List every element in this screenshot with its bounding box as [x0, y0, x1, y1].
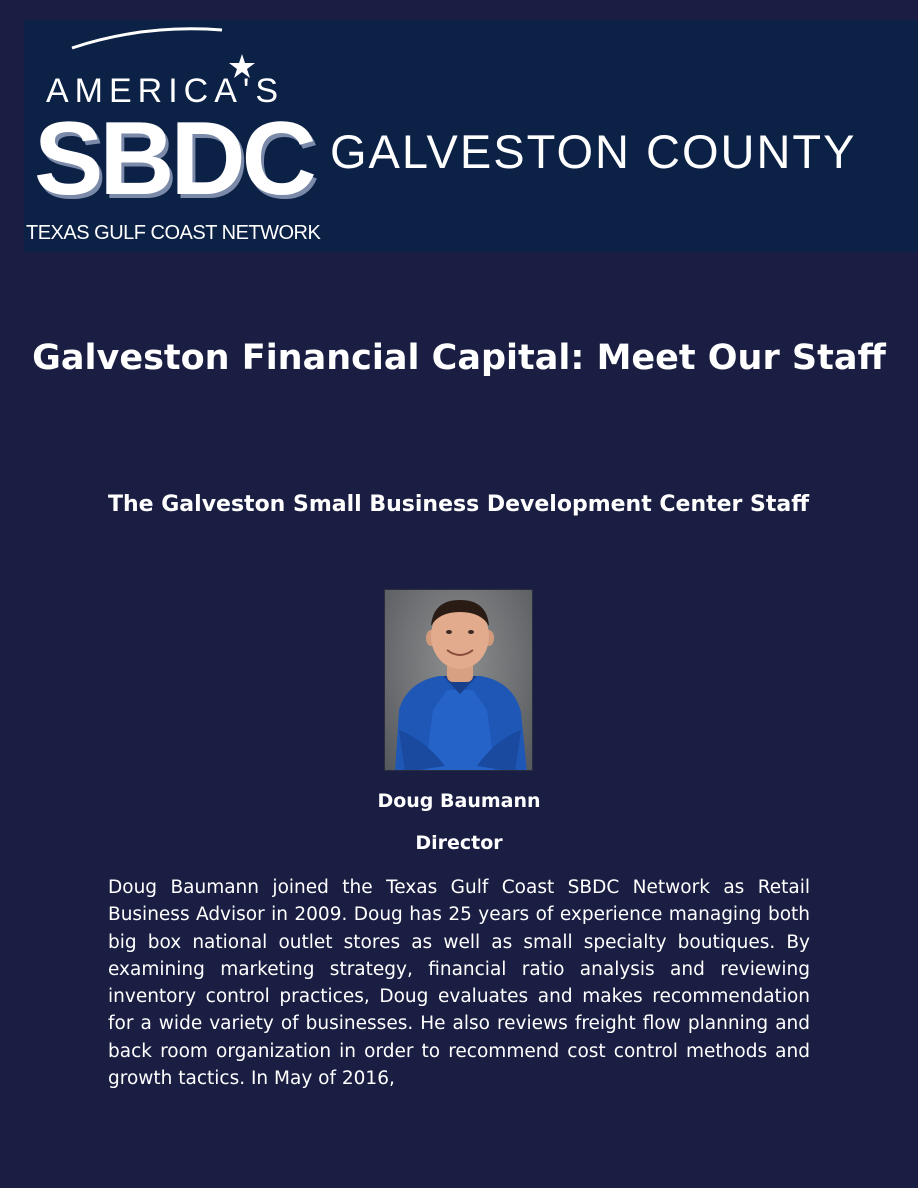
- logo-network-text: TEXAS GULF COAST NETWORK: [26, 222, 321, 244]
- header-banner: [24, 20, 918, 252]
- staff-bio: Doug Baumann joined the Texas Gulf Coast SBDC Network as Retail Business Advisor in 2009. Doug has 25 years of experience managing both big box national outlet stores as well as small specialty boutiques. By examining marketing strategy, financial ratio analysis and reviewing inventory control practices, Doug evaluates and makes recommendation for a wide variety of businesses. He also reviews freight flow planning and back room organization in order to recommend cost control methods and growth tactics. In May of 2016,: [108, 877, 810, 1090]
- page-title: Galveston Financial Capital: Meet Our Staff: [32, 338, 886, 378]
- sbdc-logo: [24, 20, 324, 252]
- section-title: The Galveston Small Business Development Center Staff: [108, 492, 810, 517]
- logo-sbdc-text: SBDC: [34, 101, 313, 217]
- staff-role: Director: [415, 832, 503, 854]
- banner-county-name: GALVESTON COUNTY: [330, 125, 857, 178]
- staff-photo: [384, 589, 533, 771]
- logo-americas-text: AMERICA'S: [46, 72, 285, 110]
- staff-portrait-image: [385, 590, 533, 771]
- staff-name: Doug Baumann: [377, 790, 541, 812]
